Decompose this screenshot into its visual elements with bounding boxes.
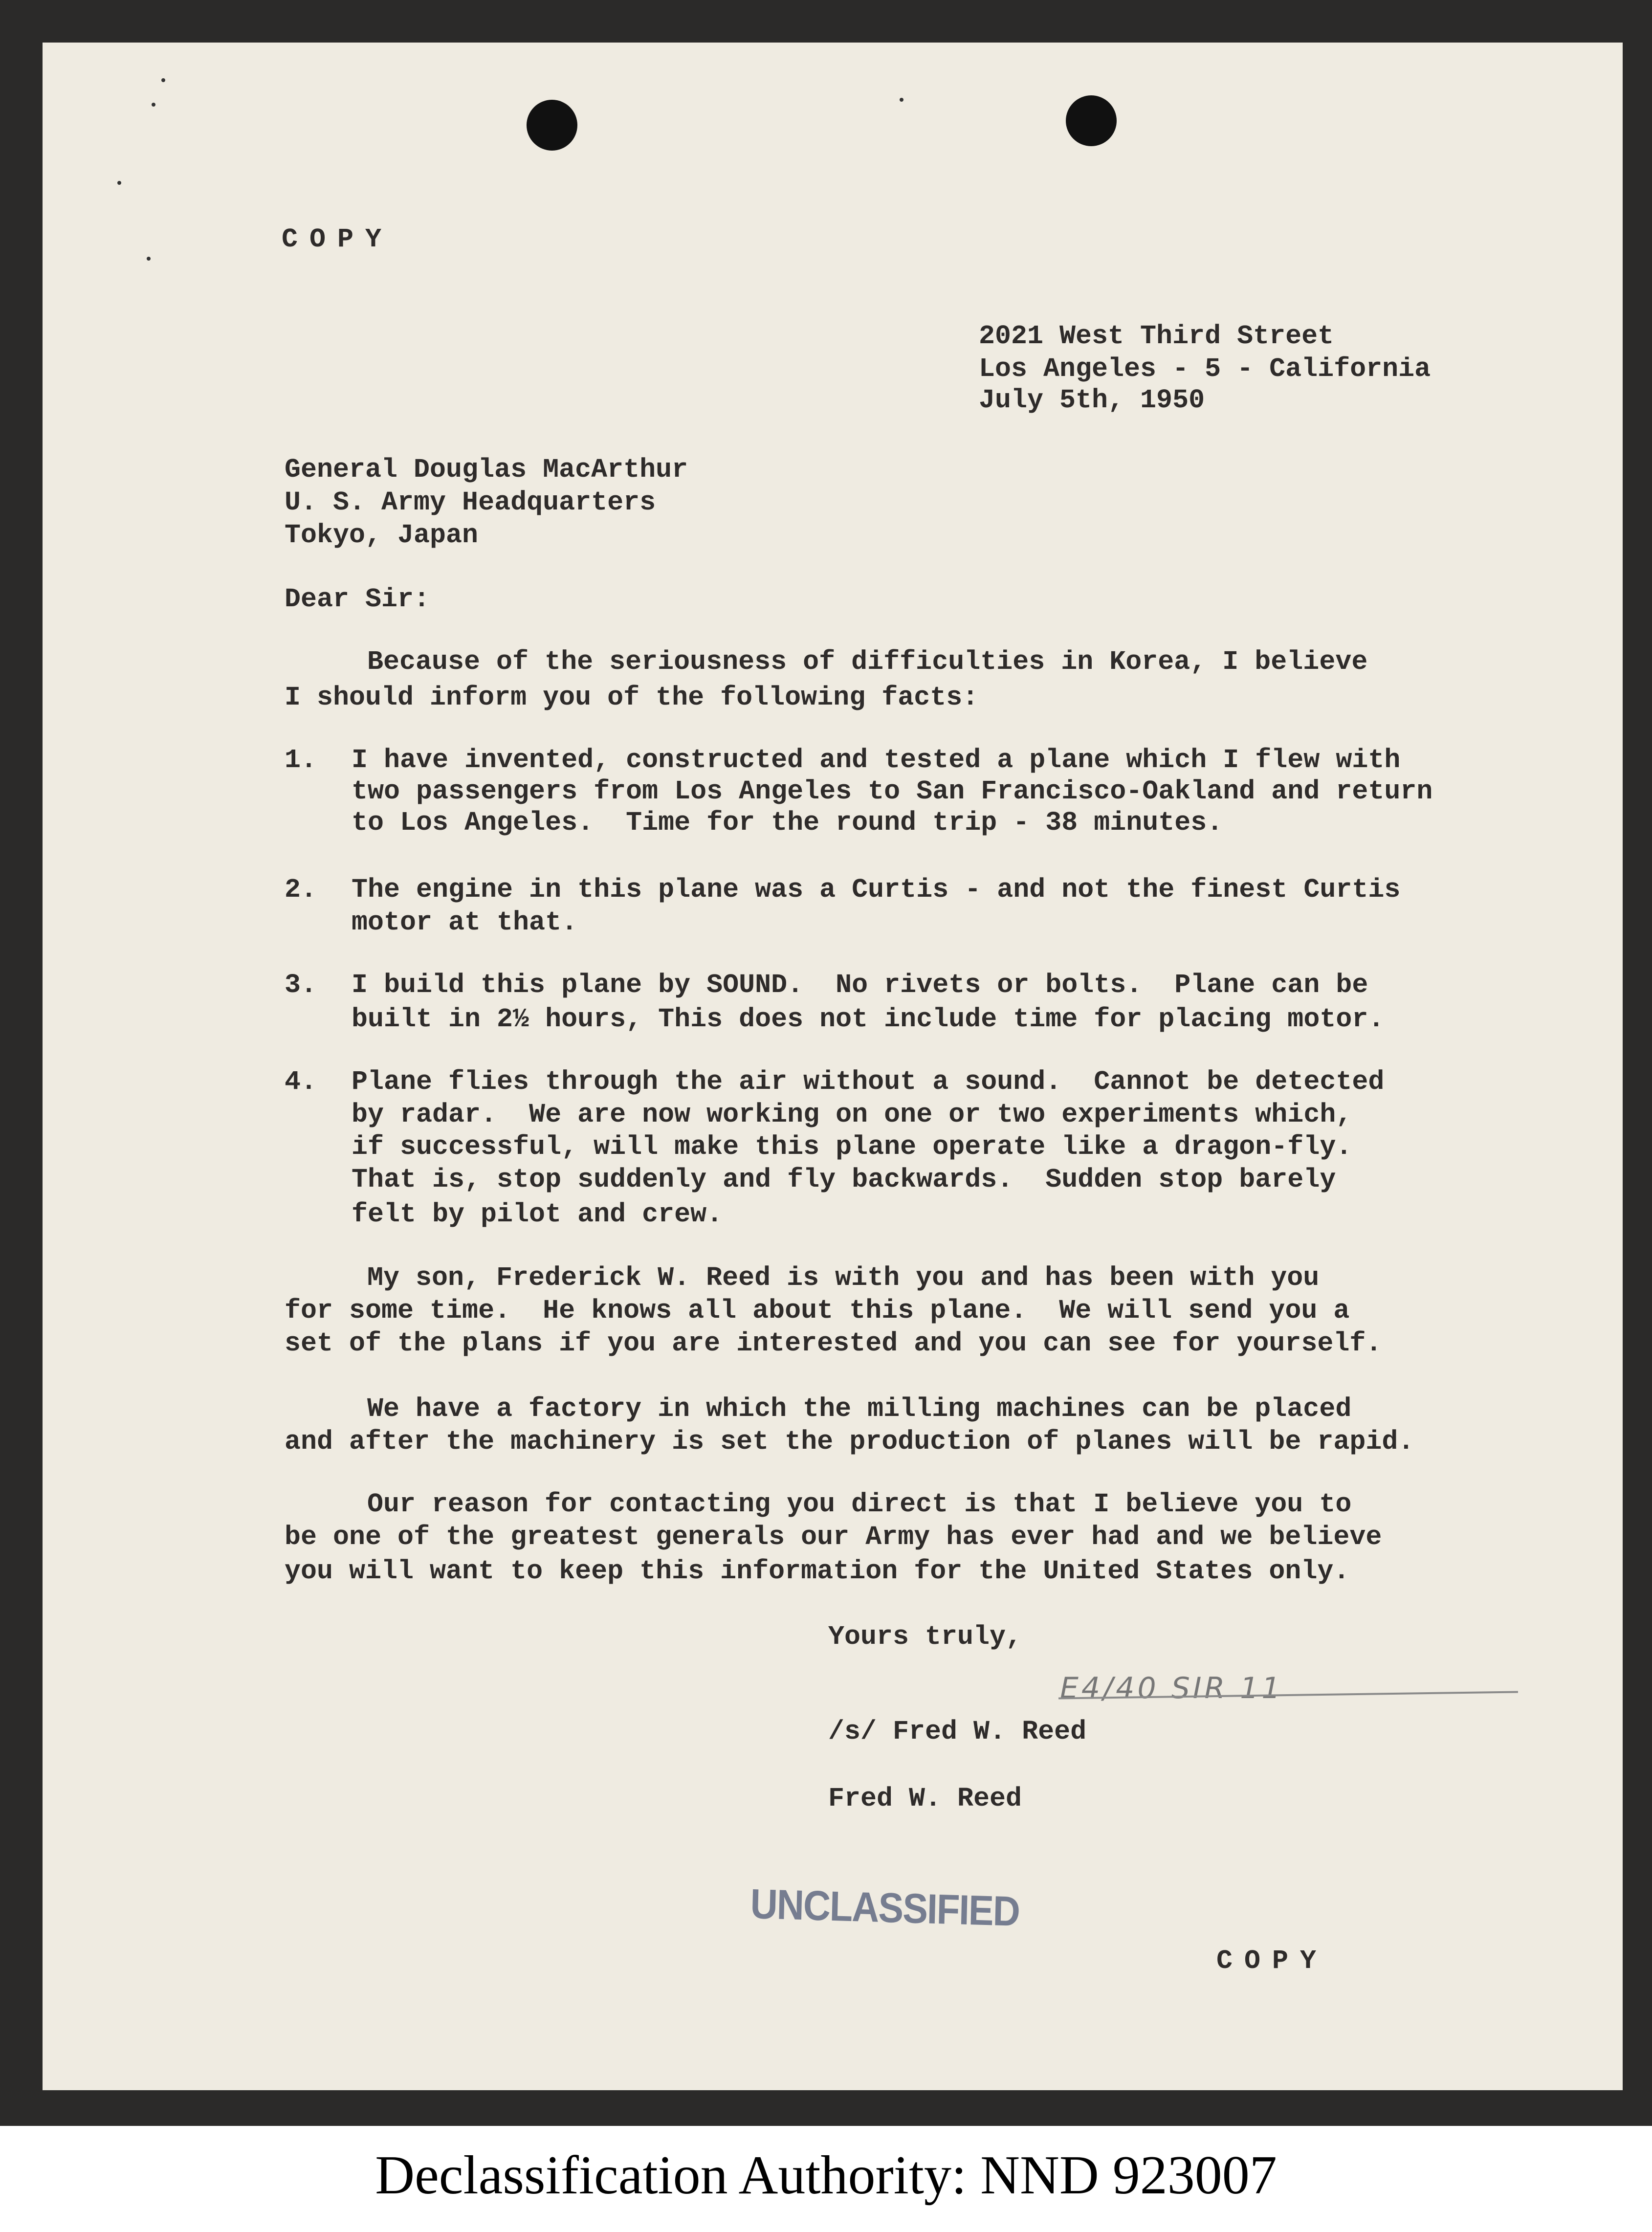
closing: Yours truly, xyxy=(828,1621,1022,1652)
recipient-line: General Douglas MacArthur xyxy=(285,454,688,485)
item-line: I have invented, constructed and tested a plane which I flew with xyxy=(352,745,1401,775)
item-number: 1. xyxy=(285,745,317,775)
item-line: if successful, will make this plane operate like a dragon-fly. xyxy=(352,1131,1352,1162)
item-line: by radar. We are now working on one or two experiments which, xyxy=(352,1099,1352,1130)
body-line: set of the plans if you are interested and you can see for yourself. xyxy=(285,1328,1382,1359)
item-number: 4. xyxy=(285,1066,317,1097)
speck xyxy=(161,78,165,82)
recipient-line: U. S. Army Headquarters xyxy=(285,487,656,518)
unclassified-stamp: UNCLASSIFIED xyxy=(749,1880,1020,1935)
speck xyxy=(900,98,903,102)
punch-hole-right xyxy=(1066,95,1117,146)
copy-header: COPY xyxy=(282,224,394,255)
body-line: Because of the seriousness of difficulties in Korea, I believe xyxy=(367,646,1368,677)
item-line: Plane flies through the air without a sound. Cannot be detected xyxy=(352,1066,1385,1097)
body-line: for some time. He knows all about this plane. We will send you a xyxy=(285,1295,1350,1326)
sender-address-line: Los Angeles - 5 - California xyxy=(979,354,1431,384)
body-line: I should inform you of the following facts: xyxy=(285,682,979,713)
item-line: to Los Angeles. Time for the round trip - 38 minutes. xyxy=(352,807,1223,838)
item-line: motor at that. xyxy=(352,907,578,938)
item-number: 3. xyxy=(285,970,317,1000)
speck xyxy=(147,257,151,261)
letter-date: July 5th, 1950 xyxy=(979,385,1205,416)
declassification-footer: Declassification Authority: NND 923007 xyxy=(375,2145,1277,2206)
speck xyxy=(152,103,155,107)
body-line: Our reason for contacting you direct is that I believe you to xyxy=(367,1489,1352,1520)
item-line: built in 2½ hours, This does not include time for placing motor. xyxy=(352,1004,1385,1035)
signature-line: /s/ Fred W. Reed xyxy=(828,1716,1087,1747)
item-line: felt by pilot and crew. xyxy=(352,1199,723,1230)
item-line: That is, stop suddenly and fly backwards. Sudden stop barely xyxy=(352,1164,1336,1195)
recipient-line: Tokyo, Japan xyxy=(285,520,479,551)
copy-footer-mark: COPY xyxy=(1216,1945,1328,1976)
salutation: Dear Sir: xyxy=(285,584,430,615)
body-line: We have a factory in which the milling machines can be placed xyxy=(367,1393,1352,1424)
body-line: you will want to keep this information for the United States only. xyxy=(285,1556,1350,1587)
handwritten-note: E4/40 SIR 11 xyxy=(1060,1671,1283,1705)
punch-hole-left xyxy=(527,100,577,151)
body-line: My son, Frederick W. Reed is with you and has been with you xyxy=(367,1262,1320,1293)
item-line: The engine in this plane was a Curtis - and not the finest Curtis xyxy=(352,874,1401,905)
sender-address-line: 2021 West Third Street xyxy=(979,321,1334,352)
speck xyxy=(117,181,121,185)
item-line: two passengers from Los Angeles to San Francisco-Oakland and return xyxy=(352,776,1433,807)
item-number: 2. xyxy=(285,874,317,905)
item-line: I build this plane by SOUND. No rivets or bolts. Plane can be xyxy=(352,970,1368,1000)
typed-name: Fred W. Reed xyxy=(828,1783,1022,1814)
body-line: be one of the greatest generals our Army has ever had and we believe xyxy=(285,1522,1382,1552)
body-line: and after the machinery is set the production of planes will be rapid. xyxy=(285,1426,1414,1457)
